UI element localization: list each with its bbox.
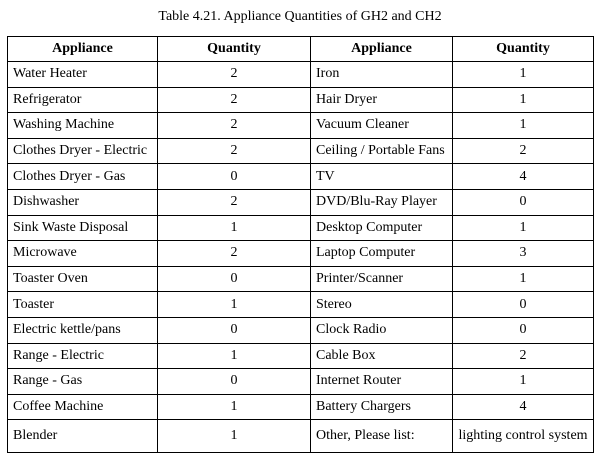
header-quantity-right: Quantity	[453, 37, 594, 62]
table-row	[8, 394, 594, 420]
appliance-name: Printer/Scanner	[311, 266, 453, 292]
appliance-name: Toaster Oven	[8, 266, 158, 292]
appliance-quantity: 1	[158, 420, 311, 453]
appliance-quantity: 3	[453, 241, 594, 267]
appliance-quantity: 1	[453, 369, 594, 395]
table-row	[8, 241, 594, 267]
appliance-name: Stereo	[311, 292, 453, 318]
table-caption: Table 4.21. Appliance Quantities of GH2 and CH2	[158, 9, 442, 24]
appliance-name: Refrigerator	[8, 87, 158, 113]
appliance-quantity: 4	[453, 394, 594, 420]
appliance-quantity: 0	[453, 292, 594, 318]
table-row	[8, 87, 594, 113]
table-row	[8, 62, 594, 88]
appliance-quantity: 0	[158, 266, 311, 292]
appliance-quantity: 2	[453, 138, 594, 164]
table-row	[8, 164, 594, 190]
appliance-name: Microwave	[8, 241, 158, 267]
table-row	[8, 266, 594, 292]
appliance-quantity: 2	[158, 189, 311, 215]
appliance-quantity: 1	[158, 292, 311, 318]
appliance-quantities-table	[7, 36, 594, 453]
appliance-name: Electric kettle/pans	[8, 317, 158, 343]
appliance-quantity: 2	[158, 62, 311, 88]
appliance-name: Vacuum Cleaner	[311, 113, 453, 139]
appliance-name: Other, Please list:	[311, 420, 453, 453]
appliance-name: Laptop Computer	[311, 241, 453, 267]
appliance-name: DVD/Blu-Ray Player	[311, 189, 453, 215]
appliance-quantity: 2	[158, 113, 311, 139]
appliance-name: Hair Dryer	[311, 87, 453, 113]
table-row	[8, 420, 594, 453]
appliance-quantity: 2	[158, 138, 311, 164]
table-row	[8, 343, 594, 369]
appliance-quantity: 0	[453, 189, 594, 215]
appliance-name: Blender	[8, 420, 158, 453]
appliance-quantity: 0	[158, 164, 311, 190]
table-header-row	[8, 37, 594, 62]
appliance-name: Internet Router	[311, 369, 453, 395]
appliance-quantity: 1	[453, 62, 594, 88]
appliance-quantity: 1	[158, 394, 311, 420]
table-row	[8, 317, 594, 343]
appliance-name: Battery Chargers	[311, 394, 453, 420]
appliance-quantity: 1	[453, 113, 594, 139]
appliance-name: Toaster	[8, 292, 158, 318]
appliance-quantity: 1	[158, 215, 311, 241]
appliance-name: Iron	[311, 62, 453, 88]
appliance-quantity: 2	[158, 241, 311, 267]
header-appliance-left: Appliance	[8, 37, 158, 62]
appliance-name: Ceiling / Portable Fans	[311, 138, 453, 164]
appliance-name: Dishwasher	[8, 189, 158, 215]
appliance-name: Water Heater	[8, 62, 158, 88]
table-row	[8, 215, 594, 241]
table-row	[8, 189, 594, 215]
appliance-name: Clothes Dryer - Gas	[8, 164, 158, 190]
appliance-quantity: 0	[158, 317, 311, 343]
appliance-quantity: 2	[453, 343, 594, 369]
appliance-name: Cable Box	[311, 343, 453, 369]
table-row	[8, 292, 594, 318]
appliance-name: TV	[311, 164, 453, 190]
table-row	[8, 113, 594, 139]
appliance-name: Clothes Dryer - Electric	[8, 138, 158, 164]
appliance-name: Range - Electric	[8, 343, 158, 369]
table-row	[8, 369, 594, 395]
appliance-name: Desktop Computer	[311, 215, 453, 241]
appliance-name: Clock Radio	[311, 317, 453, 343]
header-appliance-right: Appliance	[311, 37, 453, 62]
appliance-quantity: 0	[453, 317, 594, 343]
appliance-quantity: 2	[158, 87, 311, 113]
table-row	[8, 138, 594, 164]
appliance-name: Range - Gas	[8, 369, 158, 395]
appliance-quantity: 4	[453, 164, 594, 190]
appliance-quantity: 1	[453, 266, 594, 292]
appliance-quantity: 1	[158, 343, 311, 369]
appliance-quantity: lighting control system	[453, 420, 594, 453]
header-quantity-left: Quantity	[158, 37, 311, 62]
appliance-quantity: 1	[453, 87, 594, 113]
appliance-quantity: 0	[158, 369, 311, 395]
appliance-name: Coffee Machine	[8, 394, 158, 420]
appliance-name: Washing Machine	[8, 113, 158, 139]
appliance-name: Sink Waste Disposal	[8, 215, 158, 241]
appliance-quantity: 1	[453, 215, 594, 241]
